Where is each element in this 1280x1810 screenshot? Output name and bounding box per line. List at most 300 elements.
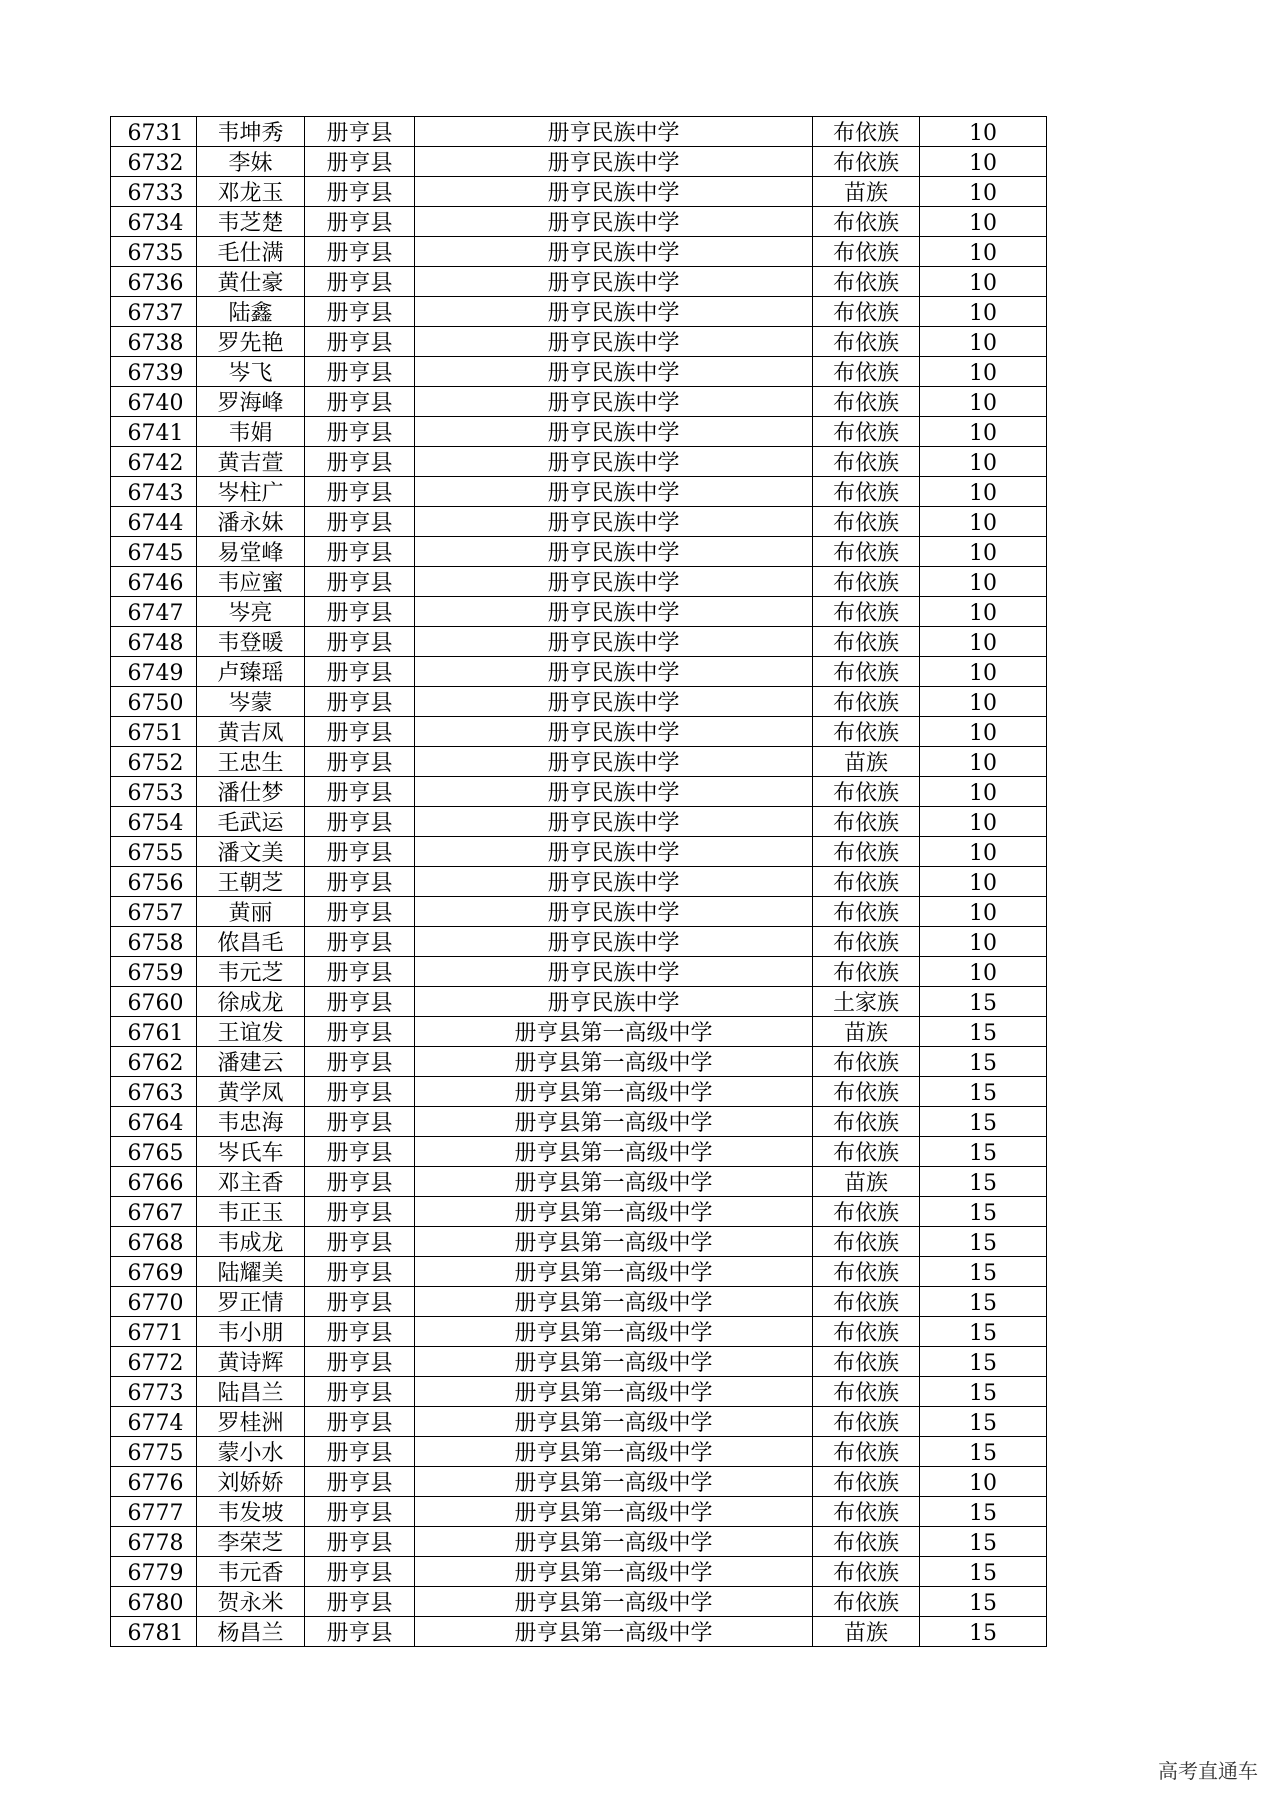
cell-number: 6749 bbox=[111, 657, 197, 687]
cell-county: 册亨县 bbox=[305, 1587, 415, 1617]
table-row bbox=[111, 477, 1047, 507]
cell-county: 册亨县 bbox=[305, 1257, 415, 1287]
table-row bbox=[111, 1317, 1047, 1347]
cell-name: 潘仕梦 bbox=[197, 777, 305, 807]
table-row bbox=[111, 1617, 1047, 1647]
cell-score: 15 bbox=[920, 1407, 1047, 1437]
cell-county: 册亨县 bbox=[305, 1227, 415, 1257]
cell-number: 6735 bbox=[111, 237, 197, 267]
cell-name: 贺永米 bbox=[197, 1587, 305, 1617]
cell-number: 6736 bbox=[111, 267, 197, 297]
cell-ethnicity: 布依族 bbox=[813, 807, 920, 837]
cell-county: 册亨县 bbox=[305, 387, 415, 417]
cell-name: 韦正玉 bbox=[197, 1197, 305, 1227]
cell-ethnicity: 布依族 bbox=[813, 1197, 920, 1227]
cell-score: 15 bbox=[920, 1227, 1047, 1257]
cell-name: 韦坤秀 bbox=[197, 117, 305, 147]
table-row bbox=[111, 387, 1047, 417]
cell-school: 册亨县第一高级中学 bbox=[415, 1137, 813, 1167]
cell-county: 册亨县 bbox=[305, 867, 415, 897]
table-row bbox=[111, 1407, 1047, 1437]
cell-score: 15 bbox=[920, 1017, 1047, 1047]
cell-number: 6733 bbox=[111, 177, 197, 207]
cell-county: 册亨县 bbox=[305, 1287, 415, 1317]
table-row bbox=[111, 837, 1047, 867]
cell-score: 10 bbox=[920, 627, 1047, 657]
cell-county: 册亨县 bbox=[305, 417, 415, 447]
cell-school: 册亨民族中学 bbox=[415, 837, 813, 867]
cell-number: 6765 bbox=[111, 1137, 197, 1167]
table-row bbox=[111, 117, 1047, 147]
cell-name: 黄仕豪 bbox=[197, 267, 305, 297]
cell-school: 册亨县第一高级中学 bbox=[415, 1047, 813, 1077]
table-row bbox=[111, 927, 1047, 957]
table-row bbox=[111, 507, 1047, 537]
table-row bbox=[111, 1377, 1047, 1407]
cell-county: 册亨县 bbox=[305, 1077, 415, 1107]
cell-score: 15 bbox=[920, 1497, 1047, 1527]
cell-ethnicity: 布依族 bbox=[813, 1497, 920, 1527]
cell-score: 15 bbox=[920, 1167, 1047, 1197]
cell-school: 册亨民族中学 bbox=[415, 297, 813, 327]
cell-county: 册亨县 bbox=[305, 597, 415, 627]
cell-name: 韦发坡 bbox=[197, 1497, 305, 1527]
cell-county: 册亨县 bbox=[305, 1527, 415, 1557]
cell-number: 6734 bbox=[111, 207, 197, 237]
cell-ethnicity: 布依族 bbox=[813, 387, 920, 417]
cell-ethnicity: 布依族 bbox=[813, 1137, 920, 1167]
cell-county: 册亨县 bbox=[305, 1167, 415, 1197]
cell-score: 10 bbox=[920, 387, 1047, 417]
cell-name: 岑柱广 bbox=[197, 477, 305, 507]
cell-score: 15 bbox=[920, 1317, 1047, 1347]
table-row bbox=[111, 1197, 1047, 1227]
cell-name: 岑氏车 bbox=[197, 1137, 305, 1167]
cell-number: 6761 bbox=[111, 1017, 197, 1047]
cell-score: 10 bbox=[920, 207, 1047, 237]
cell-number: 6758 bbox=[111, 927, 197, 957]
cell-score: 15 bbox=[920, 1557, 1047, 1587]
cell-school: 册亨民族中学 bbox=[415, 387, 813, 417]
cell-number: 6763 bbox=[111, 1077, 197, 1107]
cell-score: 15 bbox=[920, 1077, 1047, 1107]
cell-school: 册亨县第一高级中学 bbox=[415, 1197, 813, 1227]
cell-number: 6741 bbox=[111, 417, 197, 447]
cell-number: 6731 bbox=[111, 117, 197, 147]
cell-county: 册亨县 bbox=[305, 1317, 415, 1347]
cell-number: 6738 bbox=[111, 327, 197, 357]
cell-score: 15 bbox=[920, 1437, 1047, 1467]
cell-ethnicity: 布依族 bbox=[813, 447, 920, 477]
cell-county: 册亨县 bbox=[305, 717, 415, 747]
cell-county: 册亨县 bbox=[305, 1377, 415, 1407]
cell-name: 罗正情 bbox=[197, 1287, 305, 1317]
table-row bbox=[111, 1467, 1047, 1497]
cell-name: 韦忠海 bbox=[197, 1107, 305, 1137]
cell-number: 6760 bbox=[111, 987, 197, 1017]
cell-name: 刘娇娇 bbox=[197, 1467, 305, 1497]
roster-table bbox=[110, 116, 1047, 1647]
cell-number: 6750 bbox=[111, 687, 197, 717]
cell-school: 册亨县第一高级中学 bbox=[415, 1497, 813, 1527]
cell-school: 册亨民族中学 bbox=[415, 507, 813, 537]
cell-county: 册亨县 bbox=[305, 1497, 415, 1527]
table-row bbox=[111, 267, 1047, 297]
table-row bbox=[111, 447, 1047, 477]
cell-number: 6759 bbox=[111, 957, 197, 987]
cell-number: 6740 bbox=[111, 387, 197, 417]
cell-number: 6770 bbox=[111, 1287, 197, 1317]
cell-number: 6764 bbox=[111, 1107, 197, 1137]
cell-school: 册亨县第一高级中学 bbox=[415, 1287, 813, 1317]
cell-score: 10 bbox=[920, 327, 1047, 357]
table-row bbox=[111, 1107, 1047, 1137]
cell-number: 6781 bbox=[111, 1617, 197, 1647]
table-row bbox=[111, 207, 1047, 237]
cell-school: 册亨县第一高级中学 bbox=[415, 1527, 813, 1557]
cell-name: 罗先艳 bbox=[197, 327, 305, 357]
cell-county: 册亨县 bbox=[305, 1347, 415, 1377]
cell-ethnicity: 布依族 bbox=[813, 1257, 920, 1287]
cell-ethnicity: 布依族 bbox=[813, 1047, 920, 1077]
table-row bbox=[111, 1527, 1047, 1557]
cell-ethnicity: 苗族 bbox=[813, 1167, 920, 1197]
cell-school: 册亨县第一高级中学 bbox=[415, 1317, 813, 1347]
cell-ethnicity: 布依族 bbox=[813, 1077, 920, 1107]
cell-name: 黄诗辉 bbox=[197, 1347, 305, 1377]
cell-school: 册亨民族中学 bbox=[415, 177, 813, 207]
cell-score: 10 bbox=[920, 657, 1047, 687]
cell-ethnicity: 布依族 bbox=[813, 1227, 920, 1257]
cell-name: 王朝芝 bbox=[197, 867, 305, 897]
cell-score: 10 bbox=[920, 537, 1047, 567]
cell-score: 10 bbox=[920, 747, 1047, 777]
cell-school: 册亨县第一高级中学 bbox=[415, 1017, 813, 1047]
cell-county: 册亨县 bbox=[305, 657, 415, 687]
cell-name: 潘建云 bbox=[197, 1047, 305, 1077]
cell-score: 15 bbox=[920, 1047, 1047, 1077]
cell-name: 侬昌毛 bbox=[197, 927, 305, 957]
cell-number: 6775 bbox=[111, 1437, 197, 1467]
cell-ethnicity: 布依族 bbox=[813, 1467, 920, 1497]
cell-ethnicity: 布依族 bbox=[813, 567, 920, 597]
cell-ethnicity: 布依族 bbox=[813, 957, 920, 987]
cell-county: 册亨县 bbox=[305, 777, 415, 807]
cell-name: 韦元芝 bbox=[197, 957, 305, 987]
cell-county: 册亨县 bbox=[305, 237, 415, 267]
roster-table-body bbox=[111, 117, 1047, 1647]
cell-ethnicity: 布依族 bbox=[813, 507, 920, 537]
cell-ethnicity: 布依族 bbox=[813, 597, 920, 627]
table-row bbox=[111, 747, 1047, 777]
cell-county: 册亨县 bbox=[305, 1107, 415, 1137]
cell-ethnicity: 布依族 bbox=[813, 477, 920, 507]
cell-ethnicity: 布依族 bbox=[813, 537, 920, 567]
cell-score: 10 bbox=[920, 867, 1047, 897]
cell-ethnicity: 布依族 bbox=[813, 117, 920, 147]
cell-name: 杨昌兰 bbox=[197, 1617, 305, 1647]
cell-score: 10 bbox=[920, 507, 1047, 537]
cell-name: 王忠生 bbox=[197, 747, 305, 777]
cell-county: 册亨县 bbox=[305, 1617, 415, 1647]
cell-score: 10 bbox=[920, 927, 1047, 957]
table-row bbox=[111, 1227, 1047, 1257]
table-row bbox=[111, 627, 1047, 657]
cell-name: 黄学凤 bbox=[197, 1077, 305, 1107]
cell-score: 10 bbox=[920, 957, 1047, 987]
cell-county: 册亨县 bbox=[305, 1437, 415, 1467]
table-row bbox=[111, 1167, 1047, 1197]
cell-number: 6776 bbox=[111, 1467, 197, 1497]
cell-name: 陆耀美 bbox=[197, 1257, 305, 1287]
cell-name: 韦应蜜 bbox=[197, 567, 305, 597]
cell-school: 册亨民族中学 bbox=[415, 957, 813, 987]
cell-number: 6732 bbox=[111, 147, 197, 177]
cell-name: 蒙小水 bbox=[197, 1437, 305, 1467]
cell-school: 册亨民族中学 bbox=[415, 117, 813, 147]
cell-school: 册亨县第一高级中学 bbox=[415, 1107, 813, 1137]
cell-ethnicity: 布依族 bbox=[813, 687, 920, 717]
cell-school: 册亨县第一高级中学 bbox=[415, 1587, 813, 1617]
table-row bbox=[111, 297, 1047, 327]
cell-score: 10 bbox=[920, 267, 1047, 297]
cell-number: 6743 bbox=[111, 477, 197, 507]
watermark-text: 高考直通车 bbox=[1158, 1759, 1258, 1783]
cell-county: 册亨县 bbox=[305, 927, 415, 957]
cell-name: 潘永妹 bbox=[197, 507, 305, 537]
cell-school: 册亨民族中学 bbox=[415, 747, 813, 777]
cell-number: 6747 bbox=[111, 597, 197, 627]
cell-school: 册亨民族中学 bbox=[415, 417, 813, 447]
cell-number: 6778 bbox=[111, 1527, 197, 1557]
cell-ethnicity: 布依族 bbox=[813, 1407, 920, 1437]
cell-score: 10 bbox=[920, 417, 1047, 447]
table-row bbox=[111, 147, 1047, 177]
cell-school: 册亨民族中学 bbox=[415, 327, 813, 357]
cell-school: 册亨民族中学 bbox=[415, 207, 813, 237]
cell-school: 册亨民族中学 bbox=[415, 867, 813, 897]
cell-name: 韦元香 bbox=[197, 1557, 305, 1587]
cell-ethnicity: 布依族 bbox=[813, 717, 920, 747]
cell-school: 册亨民族中学 bbox=[415, 567, 813, 597]
cell-county: 册亨县 bbox=[305, 357, 415, 387]
cell-score: 15 bbox=[920, 987, 1047, 1017]
table-row bbox=[111, 327, 1047, 357]
table-row bbox=[111, 1017, 1047, 1047]
cell-name: 韦小朋 bbox=[197, 1317, 305, 1347]
cell-school: 册亨民族中学 bbox=[415, 267, 813, 297]
cell-school: 册亨民族中学 bbox=[415, 237, 813, 267]
cell-score: 10 bbox=[920, 837, 1047, 867]
cell-county: 册亨县 bbox=[305, 807, 415, 837]
cell-school: 册亨县第一高级中学 bbox=[415, 1437, 813, 1467]
table-row bbox=[111, 867, 1047, 897]
table-row bbox=[111, 657, 1047, 687]
cell-ethnicity: 布依族 bbox=[813, 927, 920, 957]
cell-name: 徐成龙 bbox=[197, 987, 305, 1017]
cell-name: 陆昌兰 bbox=[197, 1377, 305, 1407]
cell-name: 李荣芝 bbox=[197, 1527, 305, 1557]
table-row bbox=[111, 777, 1047, 807]
cell-score: 15 bbox=[920, 1287, 1047, 1317]
cell-ethnicity: 布依族 bbox=[813, 1437, 920, 1467]
cell-ethnicity: 布依族 bbox=[813, 627, 920, 657]
cell-county: 册亨县 bbox=[305, 297, 415, 327]
cell-name: 卢臻瑶 bbox=[197, 657, 305, 687]
table-row bbox=[111, 1287, 1047, 1317]
cell-score: 10 bbox=[920, 357, 1047, 387]
cell-county: 册亨县 bbox=[305, 327, 415, 357]
table-row bbox=[111, 597, 1047, 627]
table-row bbox=[111, 687, 1047, 717]
table-row bbox=[111, 1077, 1047, 1107]
table-row bbox=[111, 567, 1047, 597]
cell-ethnicity: 布依族 bbox=[813, 897, 920, 927]
table-row bbox=[111, 1347, 1047, 1377]
cell-score: 15 bbox=[920, 1617, 1047, 1647]
table-row bbox=[111, 1557, 1047, 1587]
cell-name: 邓龙玉 bbox=[197, 177, 305, 207]
table-row bbox=[111, 537, 1047, 567]
table-row bbox=[111, 987, 1047, 1017]
cell-number: 6756 bbox=[111, 867, 197, 897]
cell-county: 册亨县 bbox=[305, 1137, 415, 1167]
cell-score: 10 bbox=[920, 117, 1047, 147]
cell-ethnicity: 苗族 bbox=[813, 177, 920, 207]
cell-county: 册亨县 bbox=[305, 1557, 415, 1587]
cell-ethnicity: 布依族 bbox=[813, 1587, 920, 1617]
cell-ethnicity: 苗族 bbox=[813, 1617, 920, 1647]
cell-number: 6752 bbox=[111, 747, 197, 777]
cell-number: 6754 bbox=[111, 807, 197, 837]
cell-number: 6767 bbox=[111, 1197, 197, 1227]
cell-school: 册亨县第一高级中学 bbox=[415, 1407, 813, 1437]
cell-school: 册亨县第一高级中学 bbox=[415, 1227, 813, 1257]
table-row bbox=[111, 1137, 1047, 1167]
cell-name: 黄丽 bbox=[197, 897, 305, 927]
cell-name: 罗桂洲 bbox=[197, 1407, 305, 1437]
cell-county: 册亨县 bbox=[305, 567, 415, 597]
cell-number: 6753 bbox=[111, 777, 197, 807]
cell-number: 6745 bbox=[111, 537, 197, 567]
cell-name: 毛仕满 bbox=[197, 237, 305, 267]
cell-ethnicity: 苗族 bbox=[813, 747, 920, 777]
cell-number: 6742 bbox=[111, 447, 197, 477]
cell-school: 册亨县第一高级中学 bbox=[415, 1257, 813, 1287]
cell-score: 10 bbox=[920, 147, 1047, 177]
cell-county: 册亨县 bbox=[305, 537, 415, 567]
cell-number: 6757 bbox=[111, 897, 197, 927]
cell-county: 册亨县 bbox=[305, 477, 415, 507]
cell-school: 册亨民族中学 bbox=[415, 477, 813, 507]
cell-number: 6739 bbox=[111, 357, 197, 387]
table-row bbox=[111, 417, 1047, 447]
cell-number: 6780 bbox=[111, 1587, 197, 1617]
cell-county: 册亨县 bbox=[305, 177, 415, 207]
cell-school: 册亨民族中学 bbox=[415, 147, 813, 177]
cell-school: 册亨县第一高级中学 bbox=[415, 1557, 813, 1587]
cell-ethnicity: 布依族 bbox=[813, 417, 920, 447]
cell-school: 册亨民族中学 bbox=[415, 537, 813, 567]
cell-school: 册亨民族中学 bbox=[415, 987, 813, 1017]
table-row bbox=[111, 717, 1047, 747]
cell-name: 罗海峰 bbox=[197, 387, 305, 417]
cell-number: 6774 bbox=[111, 1407, 197, 1437]
cell-county: 册亨县 bbox=[305, 627, 415, 657]
table-row bbox=[111, 1497, 1047, 1527]
cell-county: 册亨县 bbox=[305, 837, 415, 867]
cell-ethnicity: 土家族 bbox=[813, 987, 920, 1017]
cell-ethnicity: 布依族 bbox=[813, 1287, 920, 1317]
cell-name: 黄吉凤 bbox=[197, 717, 305, 747]
cell-score: 15 bbox=[920, 1347, 1047, 1377]
cell-ethnicity: 苗族 bbox=[813, 1017, 920, 1047]
cell-ethnicity: 布依族 bbox=[813, 357, 920, 387]
cell-name: 潘文美 bbox=[197, 837, 305, 867]
table-row bbox=[111, 957, 1047, 987]
cell-ethnicity: 布依族 bbox=[813, 147, 920, 177]
cell-name: 王谊发 bbox=[197, 1017, 305, 1047]
cell-score: 15 bbox=[920, 1527, 1047, 1557]
cell-ethnicity: 布依族 bbox=[813, 657, 920, 687]
cell-number: 6755 bbox=[111, 837, 197, 867]
table-row bbox=[111, 897, 1047, 927]
cell-school: 册亨县第一高级中学 bbox=[415, 1077, 813, 1107]
cell-county: 册亨县 bbox=[305, 267, 415, 297]
cell-school: 册亨民族中学 bbox=[415, 657, 813, 687]
cell-score: 10 bbox=[920, 597, 1047, 627]
cell-score: 15 bbox=[920, 1137, 1047, 1167]
cell-ethnicity: 布依族 bbox=[813, 1347, 920, 1377]
cell-score: 10 bbox=[920, 897, 1047, 927]
cell-score: 10 bbox=[920, 477, 1047, 507]
cell-score: 10 bbox=[920, 1467, 1047, 1497]
table-row bbox=[111, 357, 1047, 387]
cell-name: 陆鑫 bbox=[197, 297, 305, 327]
cell-number: 6772 bbox=[111, 1347, 197, 1377]
cell-ethnicity: 布依族 bbox=[813, 1557, 920, 1587]
cell-number: 6777 bbox=[111, 1497, 197, 1527]
cell-county: 册亨县 bbox=[305, 1407, 415, 1437]
cell-school: 册亨民族中学 bbox=[415, 897, 813, 927]
cell-number: 6771 bbox=[111, 1317, 197, 1347]
cell-school: 册亨民族中学 bbox=[415, 357, 813, 387]
cell-county: 册亨县 bbox=[305, 897, 415, 927]
cell-ethnicity: 布依族 bbox=[813, 777, 920, 807]
cell-name: 韦成龙 bbox=[197, 1227, 305, 1257]
cell-county: 册亨县 bbox=[305, 507, 415, 537]
table-row bbox=[111, 807, 1047, 837]
cell-number: 6746 bbox=[111, 567, 197, 597]
cell-number: 6766 bbox=[111, 1167, 197, 1197]
cell-number: 6748 bbox=[111, 627, 197, 657]
cell-county: 册亨县 bbox=[305, 987, 415, 1017]
cell-county: 册亨县 bbox=[305, 447, 415, 477]
table-row bbox=[111, 1047, 1047, 1077]
cell-ethnicity: 布依族 bbox=[813, 1527, 920, 1557]
cell-name: 岑蒙 bbox=[197, 687, 305, 717]
cell-ethnicity: 布依族 bbox=[813, 297, 920, 327]
cell-score: 10 bbox=[920, 807, 1047, 837]
cell-county: 册亨县 bbox=[305, 747, 415, 777]
cell-ethnicity: 布依族 bbox=[813, 867, 920, 897]
cell-county: 册亨县 bbox=[305, 687, 415, 717]
cell-number: 6769 bbox=[111, 1257, 197, 1287]
cell-ethnicity: 布依族 bbox=[813, 327, 920, 357]
cell-school: 册亨县第一高级中学 bbox=[415, 1377, 813, 1407]
cell-ethnicity: 布依族 bbox=[813, 1377, 920, 1407]
cell-score: 10 bbox=[920, 177, 1047, 207]
